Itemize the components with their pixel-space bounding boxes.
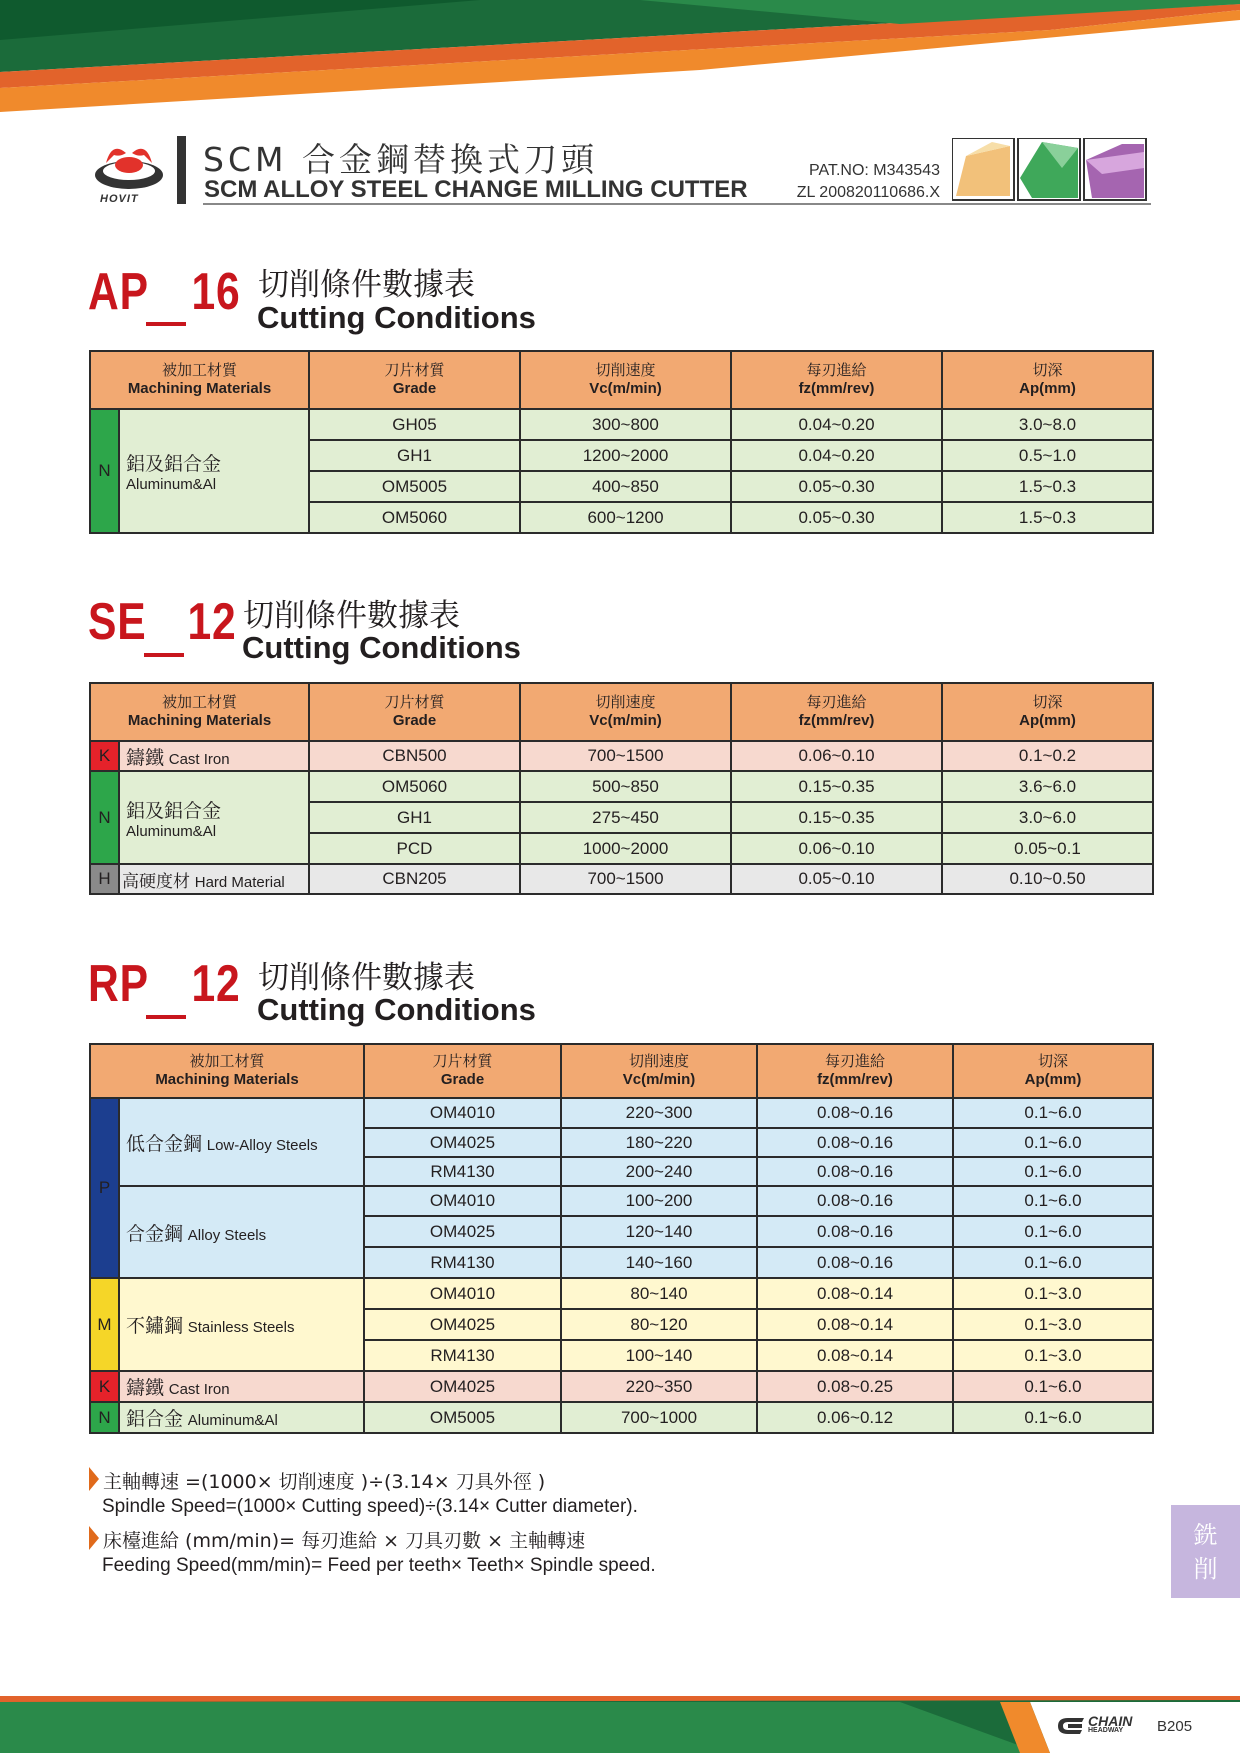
table-cell: 1000~2000 (520, 833, 731, 864)
table-cell: 0.05~0.30 (731, 502, 942, 533)
note-spindle-en: Spindle Speed=(1000× Cutting speed)÷(3.14× Cutter diameter). (102, 1496, 638, 1517)
table-cell: 0.1~6.0 (953, 1371, 1153, 1402)
material-group-letter: N (90, 1402, 119, 1433)
table-row (90, 741, 1153, 771)
table-cell: 1200~2000 (520, 440, 731, 471)
header-speed: 切削速度 Vc(m/min) (520, 683, 731, 741)
table-cell: 0.08~0.16 (757, 1216, 953, 1247)
table-row (90, 864, 1153, 894)
material-cell: 鑄鐵 Cast Iron (119, 1371, 364, 1402)
note-spindle-zh: 主軸轉速 =(1000× 切削速度 )÷(3.14× 刀具外徑 ) (103, 1471, 546, 1493)
table-cell: 0.08~0.16 (757, 1098, 953, 1128)
header-grade: 刀片材質 Grade (364, 1044, 561, 1098)
material-cell: 不鏽鋼 Stainless Steels (119, 1278, 364, 1371)
table-cell: 700~1500 (520, 741, 731, 771)
cutting-table-rp12 (89, 1043, 1154, 1434)
note-feeding-en: Feeding Speed(mm/min)= Feed per teeth× Teeth× Spindle speed. (102, 1555, 656, 1576)
table-cell: OM4025 (364, 1309, 561, 1340)
table-cell: 0.06~0.12 (757, 1402, 953, 1433)
table-cell: 0.1~6.0 (953, 1216, 1153, 1247)
material-cell: 鑄鐵 Cast Iron (119, 741, 309, 771)
material-group-letter: P (90, 1098, 119, 1278)
code-underline (144, 653, 184, 657)
page-title-zh: SCM 合金鋼替換式刀頭 (203, 140, 598, 179)
table-cell: 220~350 (561, 1371, 757, 1402)
material-cell: 低合金鋼 Low-Alloy Steels (119, 1098, 364, 1186)
section-title-en: Cutting Conditions (257, 300, 536, 335)
table-row (90, 1371, 1153, 1402)
patent-info (760, 160, 940, 204)
section-title-zh: 切削條件數據表 (243, 598, 460, 634)
table-cell: RM4130 (364, 1340, 561, 1371)
section-code-se12 (88, 592, 237, 652)
table-cell: OM5060 (309, 502, 520, 533)
material-group-letter: K (90, 1371, 119, 1402)
material-cell: 合金鋼 Alloy Steels (119, 1186, 364, 1278)
cutting-table-ap16 (89, 350, 1154, 534)
material-cell: 鋁及鋁合金 Aluminum&Al (119, 771, 309, 864)
table-cell: 0.04~0.20 (731, 409, 942, 440)
table-cell: GH1 (309, 440, 520, 471)
section-title-zh: 切削條件數據表 (258, 960, 475, 996)
header-speed: 切削速度 Vc(m/min) (520, 351, 731, 409)
material-cell: 鋁合金 Aluminum&Al (119, 1402, 364, 1433)
code-prefix: SE (88, 593, 147, 651)
code-number: 16 (191, 263, 241, 321)
table-cell: 700~1500 (520, 864, 731, 894)
table-cell: 300~800 (520, 409, 731, 440)
material-group-letter: N (90, 409, 119, 533)
material-group-letter: M (90, 1278, 119, 1371)
section-title-en: Cutting Conditions (257, 992, 536, 1027)
table-cell: 0.1~6.0 (953, 1157, 1153, 1186)
table-cell: OM5060 (309, 771, 520, 802)
material-group-letter: H (90, 864, 119, 894)
section-title-en: Cutting Conditions (242, 630, 521, 665)
code-underline (146, 1015, 186, 1019)
table-cell: 0.04~0.20 (731, 440, 942, 471)
table-cell: 0.15~0.35 (731, 771, 942, 802)
table-cell: 0.06~0.10 (731, 833, 942, 864)
table-cell: 3.0~6.0 (942, 802, 1153, 833)
table-row (90, 771, 1153, 802)
table-cell: OM4010 (364, 1278, 561, 1309)
table-cell: OM4025 (364, 1216, 561, 1247)
table-cell: 400~850 (520, 471, 731, 502)
side-tab-char: 削 (1193, 1554, 1218, 1583)
code-number: 12 (187, 593, 237, 651)
table-cell: 0.1~3.0 (953, 1278, 1153, 1309)
table-cell: 0.05~0.10 (731, 864, 942, 894)
table-cell: OM5005 (309, 471, 520, 502)
table-cell: 100~140 (561, 1340, 757, 1371)
table-cell: 0.1~6.0 (953, 1186, 1153, 1216)
table-cell: 0.05~0.30 (731, 471, 942, 502)
table-cell: 3.6~6.0 (942, 771, 1153, 802)
footer-brand-logo (1056, 1713, 1133, 1736)
header-speed: 切削速度 Vc(m/min) (561, 1044, 757, 1098)
header-material: 被加工材質 Machining Materials (90, 1044, 364, 1098)
header-material: 被加工材質 Machining Materials (90, 683, 309, 741)
logo-text: HOVIT (100, 193, 139, 205)
table-cell: 0.08~0.16 (757, 1247, 953, 1278)
table-cell: 0.08~0.25 (757, 1371, 953, 1402)
table-cell: OM4025 (364, 1371, 561, 1402)
table-cell: 0.08~0.14 (757, 1278, 953, 1309)
table-cell: 0.08~0.16 (757, 1128, 953, 1157)
bottom-decorative-band (0, 1696, 1240, 1753)
section-side-tab[interactable] (1171, 1505, 1240, 1598)
header-feed: 每刃進給 fz(mm/rev) (731, 683, 942, 741)
chain-headway-logo-icon (1056, 1716, 1086, 1736)
header-depth: 切深 Ap(mm) (953, 1044, 1153, 1098)
table-cell: 200~240 (561, 1157, 757, 1186)
material-cell: 鋁及鋁合金 Aluminum&Al (119, 409, 309, 533)
table-cell: 140~160 (561, 1247, 757, 1278)
header-material: 被加工材質 Machining Materials (90, 351, 309, 409)
table-cell: OM4010 (364, 1186, 561, 1216)
table-cell: 0.1~6.0 (953, 1128, 1153, 1157)
section-code-ap16 (88, 262, 241, 322)
patent-number: PAT.NO: M343543 (808, 162, 940, 179)
section-title-zh: 切削條件數據表 (258, 267, 475, 303)
code-prefix: RP (88, 955, 149, 1013)
table-cell: 275~450 (520, 802, 731, 833)
header-divider-bar (177, 136, 186, 204)
cutting-table-se12 (89, 682, 1154, 895)
note-feeding-zh: 床檯進給 (mm/min)= 每刃進給 × 刀具刃數 × 主軸轉速 (103, 1530, 586, 1552)
table-row (90, 409, 1153, 440)
material-group-letter: N (90, 771, 119, 864)
table-cell: 0.08~0.16 (757, 1186, 953, 1216)
table-cell: 0.15~0.35 (731, 802, 942, 833)
note-arrow-icon (89, 1526, 99, 1550)
header-depth: 切深 Ap(mm) (942, 351, 1153, 409)
table-cell: 500~850 (520, 771, 731, 802)
company-logo (92, 135, 166, 205)
material-group-letter: K (90, 741, 119, 771)
table-cell: 180~220 (561, 1128, 757, 1157)
material-cell: 高硬度材 Hard Material (119, 864, 309, 894)
table-cell: 1.5~0.3 (942, 471, 1153, 502)
table-row (90, 1186, 1153, 1216)
table-cell: 0.1~3.0 (953, 1309, 1153, 1340)
table-cell: 80~120 (561, 1309, 757, 1340)
footer-brand: CHAIN (1088, 1713, 1133, 1729)
table-cell: GH1 (309, 802, 520, 833)
table-cell: 0.5~1.0 (942, 440, 1153, 471)
patent-zl-number: ZL 200820110686.X (796, 184, 940, 201)
crab-logo-icon (92, 135, 166, 197)
header-grade: 刀片材質 Grade (309, 351, 520, 409)
table-cell: 0.05~0.1 (942, 833, 1153, 864)
table-cell: 700~1000 (561, 1402, 757, 1433)
side-tab-char: 銑 (1193, 1520, 1218, 1549)
table-row (90, 1402, 1153, 1433)
table-cell: RM4130 (364, 1157, 561, 1186)
table-cell: CBN500 (309, 741, 520, 771)
table-cell: 3.0~8.0 (942, 409, 1153, 440)
table-cell: 220~300 (561, 1098, 757, 1128)
table-cell: RM4130 (364, 1247, 561, 1278)
code-prefix: AP (88, 263, 149, 321)
table-cell: 1.5~0.3 (942, 502, 1153, 533)
header-depth: 切深 Ap(mm) (942, 683, 1153, 741)
header-underline (203, 203, 1151, 205)
table-cell: PCD (309, 833, 520, 864)
page-number: B205 (1157, 1718, 1193, 1735)
table-cell: 0.08~0.14 (757, 1309, 953, 1340)
table-cell: 0.10~0.50 (942, 864, 1153, 894)
table-cell: 120~140 (561, 1216, 757, 1247)
table-cell: 80~140 (561, 1278, 757, 1309)
header-feed: 每刃進給 fz(mm/rev) (731, 351, 942, 409)
table-cell: 0.06~0.10 (731, 741, 942, 771)
header-feed: 每刃進給 fz(mm/rev) (757, 1044, 953, 1098)
table-cell: 0.1~6.0 (953, 1402, 1153, 1433)
table-cell: GH05 (309, 409, 520, 440)
table-row (90, 1278, 1153, 1309)
table-cell: OM4025 (364, 1128, 561, 1157)
table-cell: CBN205 (309, 864, 520, 894)
code-number: 12 (191, 955, 241, 1013)
header-grade: 刀片材質 Grade (309, 683, 520, 741)
code-underline (146, 322, 186, 326)
table-cell: 0.08~0.16 (757, 1157, 953, 1186)
section-code-rp12 (88, 954, 241, 1014)
table-cell: OM5005 (364, 1402, 561, 1433)
top-decorative-band (0, 0, 1240, 120)
table-cell: OM4010 (364, 1098, 561, 1128)
table-cell: 600~1200 (520, 502, 731, 533)
table-cell: 0.1~3.0 (953, 1340, 1153, 1371)
table-cell: 0.08~0.14 (757, 1340, 953, 1371)
table-row (90, 1098, 1153, 1128)
table-cell: 0.1~6.0 (953, 1247, 1153, 1278)
footer-brand-sub: HEADWAY (1088, 1727, 1124, 1734)
page-title-en: SCM ALLOY STEEL CHANGE MILLING CUTTER (204, 176, 748, 203)
note-arrow-icon (89, 1467, 99, 1491)
table-cell: 100~200 (561, 1186, 757, 1216)
table-cell: 0.1~0.2 (942, 741, 1153, 771)
product-thumbnails (952, 138, 1152, 204)
table-cell: 0.1~6.0 (953, 1098, 1153, 1128)
